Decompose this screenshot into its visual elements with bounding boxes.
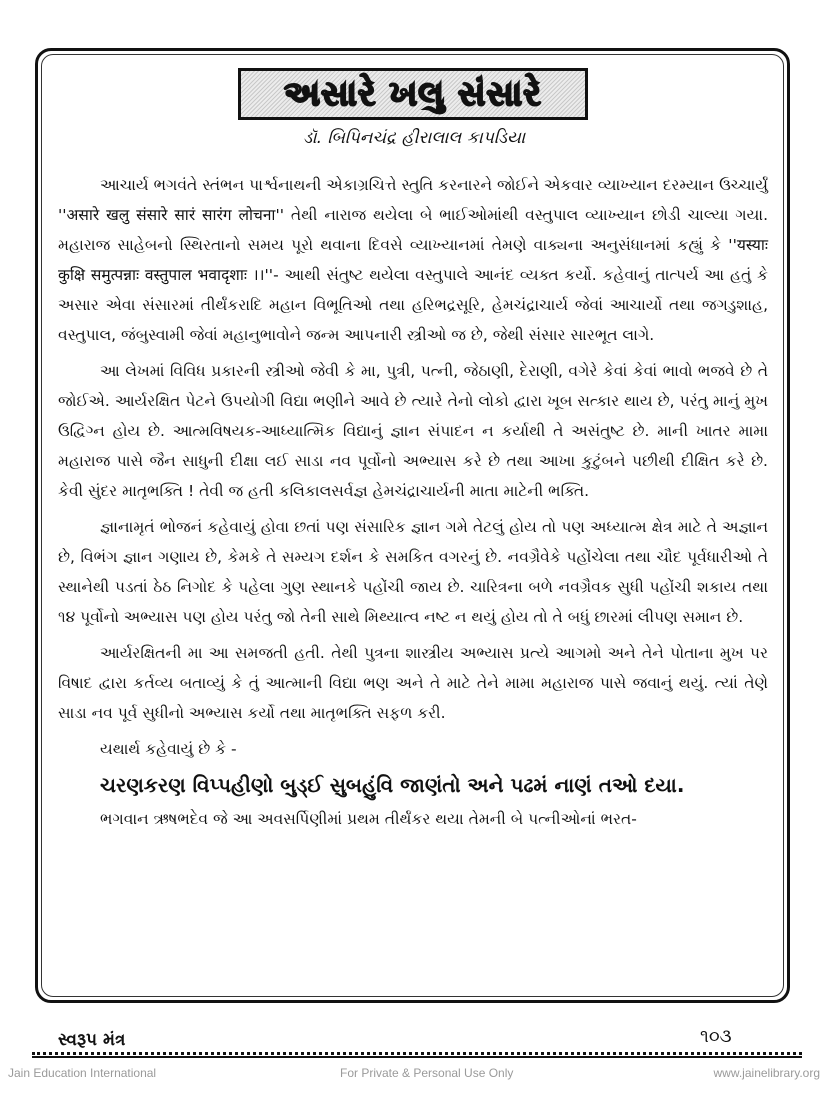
watermark-left: Jain Education International [8,1066,157,1080]
decorative-divider [32,1052,802,1058]
paragraph: આર્યરક્ષિતની મા આ સમજતી હતી. તેથી પુત્રના શાસ્ત્રીય અભ્યાસ પ્રત્યે આગમો અને તેને પોતાના મુખ પર વિષાદ દ્વારા કર્તવ્ય બતાવ્યું કે તું આત્માની વિદ્યા ભણ અને તે માટે તેને મામા મહારાજ પાસે જવાનું થયું. ત્યાં તેણે સાડા નવ પૂર્વ સુધીનો અભ્યાસ કર્યો તથા માતૃભક્તિ સફળ કરી. [58,644,768,722]
watermark-center: For Private & Personal Use Only [340,1066,514,1080]
paragraph: જ્ઞાનામૃતં ભોજનં કહેવાયું હોવા છતાં પણ સંસારિક જ્ઞાન ગમે તેટલું હોય તો પણ અધ્યાત્મ ક્ષેત્ર માટે તે અજ્ઞાન છે, વિભંગ જ્ઞાન ગણાય છે, કેમકે તે સમ્યગ દર્શન કે સમકિત વગરનું છે. નવગ્રૈવેકે પહોંચેલા તથા ચૌદ પૂર્વધારીઓ તે સ્થાનેથી પડતાં ઠેઠ નિગોદ કે પહેલા ગુણ સ્થાનકે પહોંચી જાય છે. ચારિત્રના બળે નવગ્રૈવક સુધી પહોંચી શકાય તથા ૧૪ પૂર્વોનો અભ્યાસ પણ હોય પરંતુ જો તેની સાથે મિથ્યાત્વ નષ્ટ ન થયું હોય તો તે બધું છારમાં લીપણ સમાન છે. [58,518,768,626]
author-name: ડૉ. બિપિનચંદ્ર હીરાલાલ કાપડિયા [302,128,526,148]
page-number: ૧૦૩ [700,1026,732,1047]
watermark-right: www.jainelibrary.org [713,1066,820,1080]
article-title: અસારે ખલુ સંસારે [284,74,542,114]
saying-intro: યથાર્થ કહેવાયું છે કે - [100,740,237,758]
verse-quote: ચરણકરણ વિપ્પહીણો બુડ્ઈ સુબહુંવિ જાણંતો અને પઢમં નાણં તઓ દયા. [100,773,685,797]
title-banner [238,68,588,120]
paragraph: આ લેખમાં વિવિધ પ્રકારની સ્ત્રીઓ જેવી કે મા, પુત્રી, પત્ની, જેઠાણી, દેરાણી, વગેરે કેવાં કેવાં ભાવો ભજવે છે તે જોઈએ. આર્યરક્ષિત પેટને ઉપયોગી વિદ્યા ભણીને આવે છે ત્યારે તેનો લોકો દ્વારા ખૂબ સત્કાર થાય છે, પરંતુ માનું મુખ ઉદ્વિગ્ન હોય છે. આત્મવિષયક-આધ્યાત્મિક વિદ્યાનું જ્ઞાન સંપાદન ન કર્યાથી તે અસંતુષ્ટ છે. માની ખાતર મામા મહારાજ પાસે જૈન સાધુની દીક્ષા લઈ સાડા નવ પૂર્વોનો અભ્યાસ કરે છે તથા આખા કુટુંબને પછીથી દીક્ષિત કરે છે. કેવી સુંદર માતૃભક્તિ ! તેવી જ હતી કલિકાલસર્વજ્ઞ હેમચંદ્રાચાર્યની માતા માટેની ભક્તિ. [58,362,768,500]
paragraph: આચાર્ય ભગવંતે સ્તંભન પાર્શ્વનાથની એકાગ્રચિત્તે સ્તુતિ કરનારને જોઈને એકવાર વ્યાખ્યાન દરમ્યાન ઉચ્ચાર્યું ''असारे खलु संसारे सारं सारंग लोचना'' તેથી નારાજ થયેલા બે ભાઈઓમાંથી વસ્તુપાલ વ્યાખ્યાન છોડી ચાલ્યા ગયા. મહારાજ સાહેબનો સ્થિરતાનો સમય પૂરો થવાના દિવસે વ્યાખ્યાનમાં તેમણે વાક્યના અનુસંધાનમાં કહ્યું કે ''यस्याः कुक्षि समुत्पन्नाः वस्तुपाल भवादृशाः ।।''- આથી સંતુષ્ટ થયેલા વસ્તુપાલે આનંદ વ્યક્ત કર્યો. કહેવાનું તાત્પર્ય આ હતું કે અસાર એવા સંસારમાં તીર્થંકરાદિ મહાન વિભૂતિઓ તથા હરિભદ્રસૂરિ, હેમચંદ્રાચાર્ય જેવાં આચાર્યો તથા જગડુશાહ, વસ્તુપાલ, જંબુસ્વામી જેવાં મહાનુભાવોને જન્મ આપનારી સ્ત્રીઓ જ છે, જેથી સંસાર સારભૂત લાગે. [58,176,768,344]
publication-name: સ્વરૂપ મંત્ર [58,1030,126,1050]
paragraph: ભગવાન ઋષભદેવ જે આ અવસર્પિણીમાં પ્રથમ તીર્થંકર થયા તેમની બે પત્નીઓનાં ભરત- [100,810,637,828]
article-body [58,170,768,834]
